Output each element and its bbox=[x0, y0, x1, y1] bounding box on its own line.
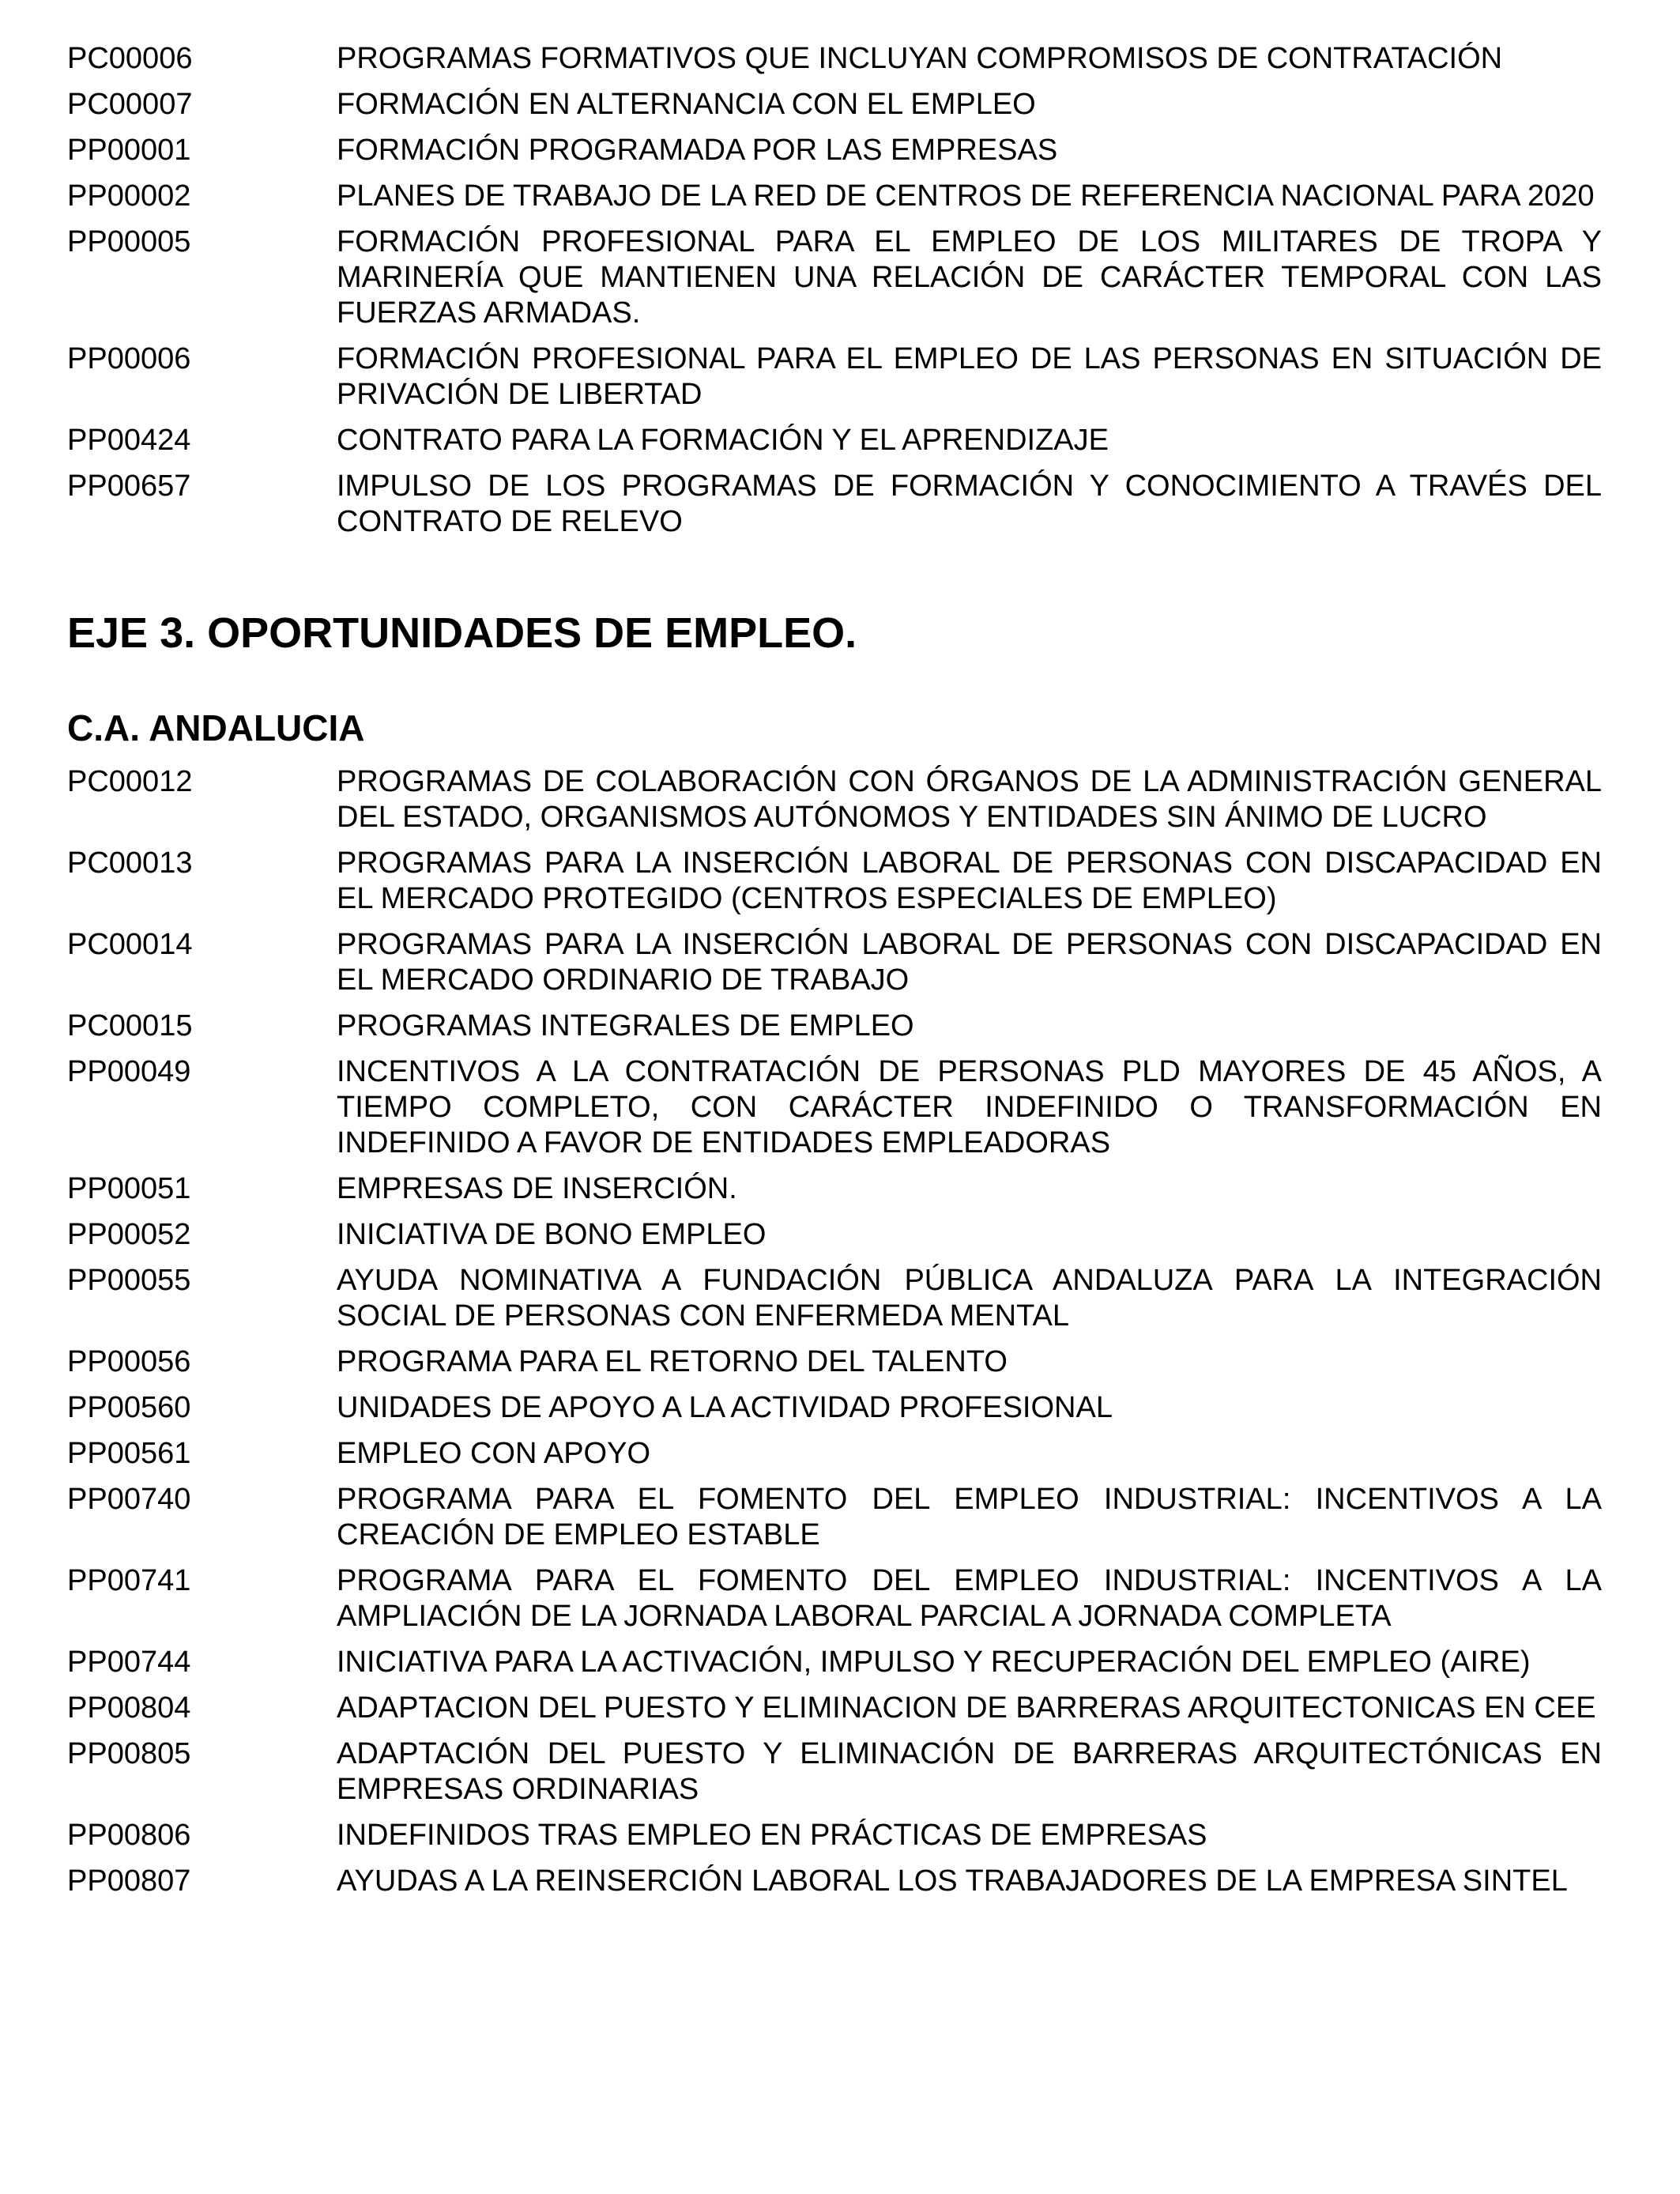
program-description: AYUDA NOMINATIVA A FUNDACIÓN PÚBLICA ANDALUZA PARA LA INTEGRACIÓN SOCIAL DE PERSONAS CON ENFERMEDA MENTAL bbox=[337, 1264, 1602, 1333]
list-item bbox=[67, 1054, 1602, 1161]
program-code: PP00052 bbox=[67, 1218, 191, 1251]
list-item bbox=[67, 224, 1602, 331]
list-item bbox=[67, 423, 1602, 458]
program-description: INCENTIVOS A LA CONTRATACIÓN DE PERSONAS PLD MAYORES DE 45 AÑOS, A TIEMPO COMPLETO, CON CARÁCTER INDEFINIDO O TRANSFORMACIÓN EN INDEFINIDO A FAVOR DE ENTIDADES EMPLEADORAS bbox=[337, 1055, 1602, 1159]
list-item bbox=[67, 1563, 1602, 1634]
list-item bbox=[67, 1217, 1602, 1253]
program-code: PP00804 bbox=[67, 1691, 191, 1725]
program-description: FORMACIÓN EN ALTERNANCIA CON EL EMPLEO bbox=[337, 88, 1036, 121]
list-item bbox=[67, 179, 1602, 214]
program-description: INDEFINIDOS TRAS EMPLEO EN PRÁCTICAS DE EMPRESAS bbox=[337, 1819, 1207, 1852]
top-entry-list bbox=[67, 41, 1602, 540]
list-item bbox=[67, 1171, 1602, 1207]
list-item bbox=[67, 1864, 1602, 1899]
program-code: PC00015 bbox=[67, 1009, 193, 1042]
program-code: PP00006 bbox=[67, 342, 191, 375]
program-description: FORMACIÓN PROGRAMADA POR LAS EMPRESAS bbox=[337, 134, 1058, 167]
program-code: PP00741 bbox=[67, 1564, 191, 1597]
list-item bbox=[67, 133, 1602, 168]
section-heading: EJE 3. OPORTUNIDADES DE EMPLEO. bbox=[67, 609, 857, 657]
program-description: PROGRAMAS DE COLABORACIÓN CON ÓRGANOS DE LA ADMINISTRACIÓN GENERAL DEL ESTADO, ORGANISMOS AUTÓNOMOS Y ENTIDADES SIN ÁNIMO DE LUCRO bbox=[337, 765, 1602, 834]
program-code: PP00740 bbox=[67, 1483, 191, 1516]
program-description: FORMACIÓN PROFESIONAL PARA EL EMPLEO DE LOS MILITARES DE TROPA Y MARINERÍA QUE MANTIENEN UNA RELACIÓN DE CARÁCTER TEMPORAL CON LAS FUERZAS ARMADAS. bbox=[337, 225, 1602, 330]
program-code: PP00805 bbox=[67, 1737, 191, 1770]
program-description: INICIATIVA PARA LA ACTIVACIÓN, IMPULSO Y RECUPERACIÓN DEL EMPLEO (AIRE) bbox=[337, 1646, 1531, 1679]
program-description: FORMACIÓN PROFESIONAL PARA EL EMPLEO DE LAS PERSONAS EN SITUACIÓN DE PRIVACIÓN DE LIBERTAD bbox=[337, 342, 1602, 411]
program-description: PROGRAMA PARA EL FOMENTO DEL EMPLEO INDUSTRIAL: INCENTIVOS A LA AMPLIACIÓN DE LA JORNADA LABORAL PARCIAL A JORNADA COMPLETA bbox=[337, 1564, 1602, 1633]
program-description: PROGRAMAS FORMATIVOS QUE INCLUYAN COMPROMISOS DE CONTRATACIÓN bbox=[337, 42, 1503, 75]
list-item bbox=[67, 1008, 1602, 1044]
list-item bbox=[67, 1436, 1602, 1472]
program-code: PP00744 bbox=[67, 1646, 191, 1679]
program-code: PC00013 bbox=[67, 846, 193, 880]
program-description: EMPLEO CON APOYO bbox=[337, 1437, 650, 1470]
list-item bbox=[67, 469, 1602, 540]
program-code: PC00006 bbox=[67, 42, 193, 75]
program-description: INICIATIVA DE BONO EMPLEO bbox=[337, 1218, 767, 1251]
program-description: IMPULSO DE LOS PROGRAMAS DE FORMACIÓN Y CONOCIMIENTO A TRAVÉS DEL CONTRATO DE RELEVO bbox=[337, 469, 1602, 538]
program-description: PROGRAMA PARA EL FOMENTO DEL EMPLEO INDUSTRIAL: INCENTIVOS A LA CREACIÓN DE EMPLEO ESTABLE bbox=[337, 1483, 1602, 1551]
list-item bbox=[67, 341, 1602, 413]
program-description: AYUDAS A LA REINSERCIÓN LABORAL LOS TRABAJADORES DE LA EMPRESA SINTEL bbox=[337, 1864, 1568, 1898]
list-item bbox=[67, 1818, 1602, 1853]
program-code: PP00561 bbox=[67, 1437, 191, 1470]
program-description: PROGRAMA PARA EL RETORNO DEL TALENTO bbox=[337, 1345, 1008, 1378]
list-item bbox=[67, 1645, 1602, 1680]
list-item bbox=[67, 1263, 1602, 1334]
program-description: PROGRAMAS PARA LA INSERCIÓN LABORAL DE PERSONAS CON DISCAPACIDAD EN EL MERCADO ORDINARIO DE TRABAJO bbox=[337, 928, 1602, 997]
list-item bbox=[67, 87, 1602, 123]
program-code: PP00005 bbox=[67, 225, 191, 258]
program-code: PP00051 bbox=[67, 1172, 191, 1205]
list-item bbox=[67, 41, 1602, 77]
program-code: PP00056 bbox=[67, 1345, 191, 1378]
program-description: PROGRAMAS PARA LA INSERCIÓN LABORAL DE PERSONAS CON DISCAPACIDAD EN EL MERCADO PROTEGIDO (CENTROS ESPECIALES DE EMPLEO) bbox=[337, 846, 1602, 915]
program-code: PP00807 bbox=[67, 1864, 191, 1898]
region-heading: C.A. ANDALUCIA bbox=[67, 707, 365, 748]
list-item bbox=[67, 764, 1602, 835]
program-description: ADAPTACIÓN DEL PUESTO Y ELIMINACIÓN DE BARRERAS ARQUITECTÓNICAS EN EMPRESAS ORDINARIAS bbox=[337, 1737, 1602, 1806]
program-code: PP00001 bbox=[67, 134, 191, 167]
program-code: PC00007 bbox=[67, 88, 193, 121]
program-description: PROGRAMAS INTEGRALES DE EMPLEO bbox=[337, 1009, 914, 1042]
program-code: PP00560 bbox=[67, 1391, 191, 1424]
list-item bbox=[67, 1344, 1602, 1380]
document-page bbox=[67, 41, 1602, 1909]
program-code: PP00806 bbox=[67, 1819, 191, 1852]
program-description: PLANES DE TRABAJO DE LA RED DE CENTROS DE REFERENCIA NACIONAL PARA 2020 bbox=[337, 179, 1595, 213]
program-code: PC00014 bbox=[67, 928, 193, 961]
list-item bbox=[67, 1390, 1602, 1426]
program-code: PP00424 bbox=[67, 424, 191, 457]
program-code: PC00012 bbox=[67, 765, 193, 798]
program-description: UNIDADES DE APOYO A LA ACTIVIDAD PROFESIONAL bbox=[337, 1391, 1113, 1424]
list-item bbox=[67, 846, 1602, 917]
program-description: ADAPTACION DEL PUESTO Y ELIMINACION DE BARRERAS ARQUITECTONICAS EN CEE bbox=[337, 1691, 1596, 1725]
region-entry-list bbox=[67, 764, 1602, 1899]
program-code: PP00657 bbox=[67, 469, 191, 503]
list-item bbox=[67, 1482, 1602, 1553]
program-description: EMPRESAS DE INSERCIÓN. bbox=[337, 1172, 737, 1205]
program-code: PP00055 bbox=[67, 1264, 191, 1297]
list-item bbox=[67, 927, 1602, 998]
program-code: PP00002 bbox=[67, 179, 191, 213]
program-description: CONTRATO PARA LA FORMACIÓN Y EL APRENDIZAJE bbox=[337, 424, 1109, 457]
list-item bbox=[67, 1736, 1602, 1808]
list-item bbox=[67, 1691, 1602, 1726]
program-code: PP00049 bbox=[67, 1055, 191, 1088]
